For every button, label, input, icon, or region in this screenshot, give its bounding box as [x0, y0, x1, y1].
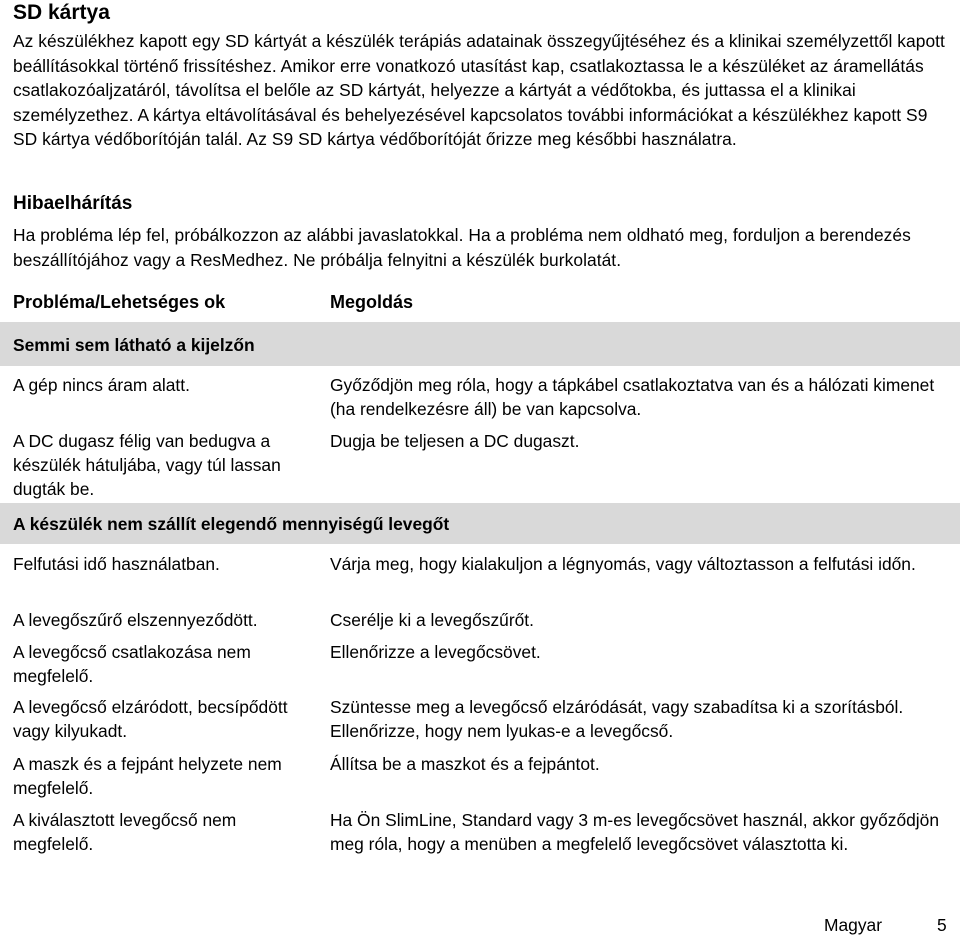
table-row-solution: Cserélje ki a levegőszűrőt. — [330, 610, 534, 630]
table-row-solution: Szüntesse meg a levegőcső elzáródását, vagy szabadítsa ki a szorításból. Ellenőrizze, hogy nem lyukas-e a levegőcső. — [330, 697, 904, 742]
table-row-problem: A levegőcső csatlakozása nem megfelelő. — [13, 642, 251, 687]
section-header-row — [0, 503, 960, 544]
section-header-row — [0, 322, 960, 366]
table-row-problem: A gép nincs áram alatt. — [13, 375, 190, 395]
table-row-problem: A DC dugasz félig van bedugva a készülék hátuljába, vagy túl lassan dugták be. — [13, 431, 281, 500]
page-number: 5 — [937, 915, 947, 935]
troubleshooting-paragraph: Ha probléma lép fel, próbálkozzon az alábbi javaslatokkal. Ha a probléma nem oldható meg, forduljon a berendezés beszállítójához vagy a ResMedhez. Ne próbálja felnyitni a készülék burkolatát. — [13, 225, 911, 270]
column-header-problem: Probléma/Lehetséges ok — [13, 292, 226, 312]
table-row-problem: A levegőcső elzáródott, becsípődött vagy kilyukadt. — [13, 697, 288, 742]
section-title: Semmi sem látható a kijelzőn — [13, 335, 255, 355]
table-row-problem: A maszk és a fejpánt helyzete nem megfelelő. — [13, 754, 282, 799]
troubleshooting-heading: Hibaelhárítás — [13, 193, 133, 214]
table-row-solution: Állítsa be a maszkot és a fejpántot. — [330, 754, 600, 774]
table-row-problem: A levegőszűrő elszennyeződött. — [13, 610, 258, 630]
table-row-solution: Dugja be teljesen a DC dugaszt. — [330, 431, 580, 451]
column-header-solution: Megoldás — [330, 292, 414, 312]
sd-card-heading: SD kártya — [13, 1, 110, 24]
table-row-solution: Várja meg, hogy kialakuljon a légnyomás, vagy változtasson a felfutási időn. — [330, 554, 916, 574]
sd-card-paragraph: Az készülékhez kapott egy SD kártyát a készülék terápiás adatainak összegyűjtéséhez és a klinikai személyzettől kapott beállításokkal történő frissítéshez. Amikor erre vonatkozó utasítást kap, csatlakoztassa le a készüléket az áramellátás csatlakozóaljzatáról, távolítsa el belőle az SD kártyát, helyezze a kártyát a védőtokba, és juttassa el a klinikai személyzethez. A kártya eltávolításával és behelyezésével kapcsolatos további információkat a készülékhez kapott S9 SD kártya védőborítóján talál. Az S9 SD kártya védőborítóját őrizze meg későbbi használatra. — [13, 31, 945, 149]
table-row-solution: Győződjön meg róla, hogy a tápkábel csatlakoztatva van és a hálózati kimenet (ha rendelkezésre áll) be van kapcsolva. — [330, 375, 935, 420]
table-row-problem: Felfutási idő használatban. — [13, 554, 220, 574]
section-title: A készülék nem szállít elegendő mennyiségű levegőt — [13, 514, 450, 534]
footer-language: Magyar — [824, 915, 882, 935]
table-row-solution: Ha Ön SlimLine, Standard vagy 3 m-es levegőcsövet használ, akkor győződjön meg róla, hogy a menüben a megfelelő levegőcsövet választotta ki. — [330, 810, 939, 855]
table-row-problem: A kiválasztott levegőcső nem megfelelő. — [13, 810, 237, 855]
table-row-solution: Ellenőrizze a levegőcsövet. — [330, 642, 541, 662]
